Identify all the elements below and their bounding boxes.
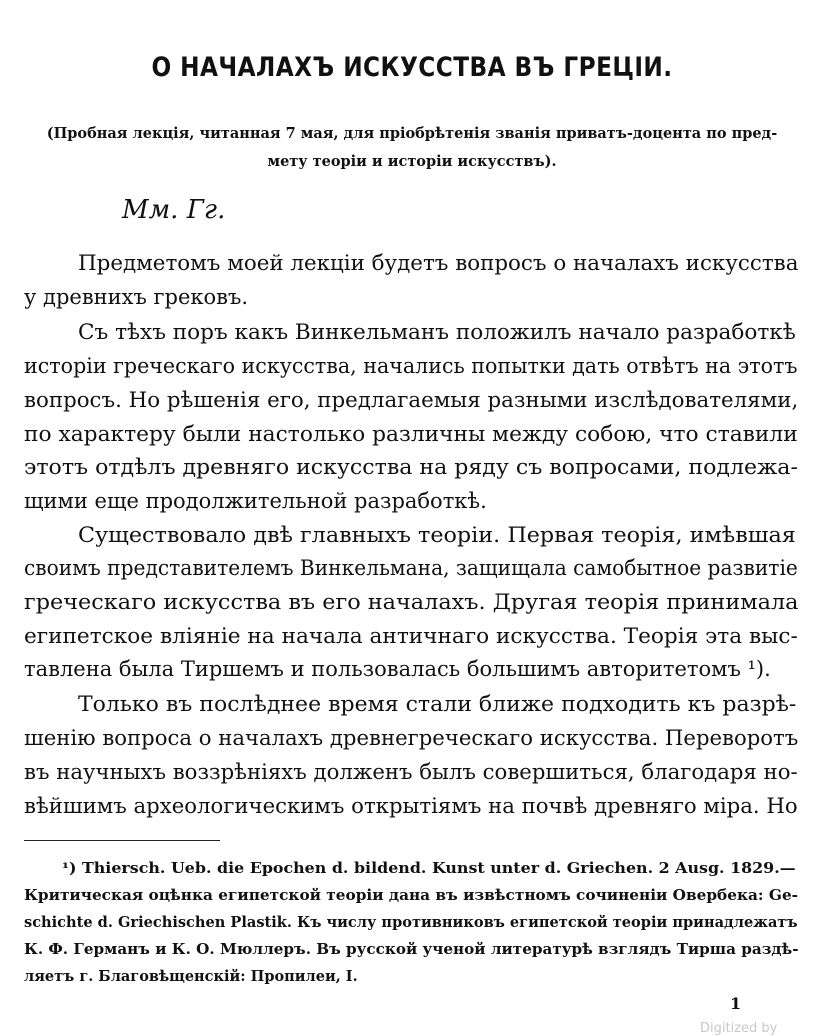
- subtitle-line: (Пробная лекцiя, читанная 7 мая, для прiобрѣтенiя званiя приватъ-доцента по пред-: [46, 125, 778, 142]
- text-line: въ научныхъ воззрѣнiяхъ долженъ былъ совершиться, благодаря но-: [24, 760, 798, 784]
- text-line: Съ тѣхъ поръ какъ Винкельманъ положилъ начало разработкѣ: [78, 320, 796, 344]
- footnote-line: Критическая оцѣнка египетской теорiи дана въ извѣстномъ сочиненiи Овербека: Ge-: [24, 887, 799, 904]
- page-number: 1: [730, 994, 742, 1013]
- text-line: греческаго искусства въ его началахъ. Другая теорiя принимала: [24, 590, 799, 614]
- text-line: вѣйшимъ археологическимъ открытiямъ на почвѣ древняго мiра. Но: [24, 794, 798, 818]
- text-line: Существовало двѣ главныхъ теорiи. Первая теорiя, имѣвшая: [78, 523, 796, 547]
- watermark: Digitized by: [700, 1021, 778, 1036]
- subtitle-line: мету теорiи и исторiи искусствъ).: [267, 153, 557, 170]
- text-line: своимъ представителемъ Винкельмана, защищала самобытное развитiе: [24, 556, 798, 580]
- footnote-line: schichte d. Griechischen Plastik. Къ числу противниковъ египетской теорiи принадлежатъ: [24, 914, 798, 931]
- text-line: шенiю вопроса о началахъ древнегреческаго искусства. Переворотъ: [24, 726, 799, 750]
- page-title: О НАЧАЛАХЪ ИСКУССТВА ВЪ ГРЕЦIИ.: [151, 52, 673, 83]
- text-line: тавлена была Тиршемъ и пользовалась большимъ авторитетомъ ¹).: [24, 657, 771, 681]
- footnote-line: ¹) Thiersch. Ueb. die Epochen d. bildend. Kunst unter d. Griechen. 2 Ausg. 1829.—: [62, 860, 796, 877]
- footnote-divider: [24, 840, 220, 841]
- text-line: вопросъ. Но рѣшенiя его, предлагаемыя разными изслѣдователями,: [24, 388, 799, 412]
- text-line: этотъ отдѣлъ древняго искусства на ряду съ вопросами, подлежа-: [24, 455, 798, 479]
- text-line: щими еще продолжительной разработкѣ.: [24, 489, 487, 513]
- text-line: египетское влiянiе на начала античнаго искусства. Теорiя эта выс-: [24, 624, 798, 648]
- text-line: по характеру были настолько различны между собою, что ставили: [24, 422, 798, 446]
- text-line: Предметомъ моей лекцiи будетъ вопросъ о началахъ искусства: [78, 251, 799, 275]
- text-line: исторiи греческаго искусства, начались попытки дать отвѣтъ на этотъ: [24, 354, 798, 378]
- text-line: у древнихъ грековъ.: [24, 285, 249, 309]
- text-line: Только въ послѣднее время стали ближе подходить къ разрѣ-: [78, 692, 797, 716]
- salutation: Мм. Гг.: [122, 195, 226, 225]
- footnote-line: К. Ф. Германъ и К. О. Мюллеръ. Въ русской ученой литературѣ взглядъ Тирша раздѣ-: [24, 941, 799, 958]
- footnote-line: ляетъ г. Благовѣщенскiй: Пропилеи, I.: [24, 968, 358, 985]
